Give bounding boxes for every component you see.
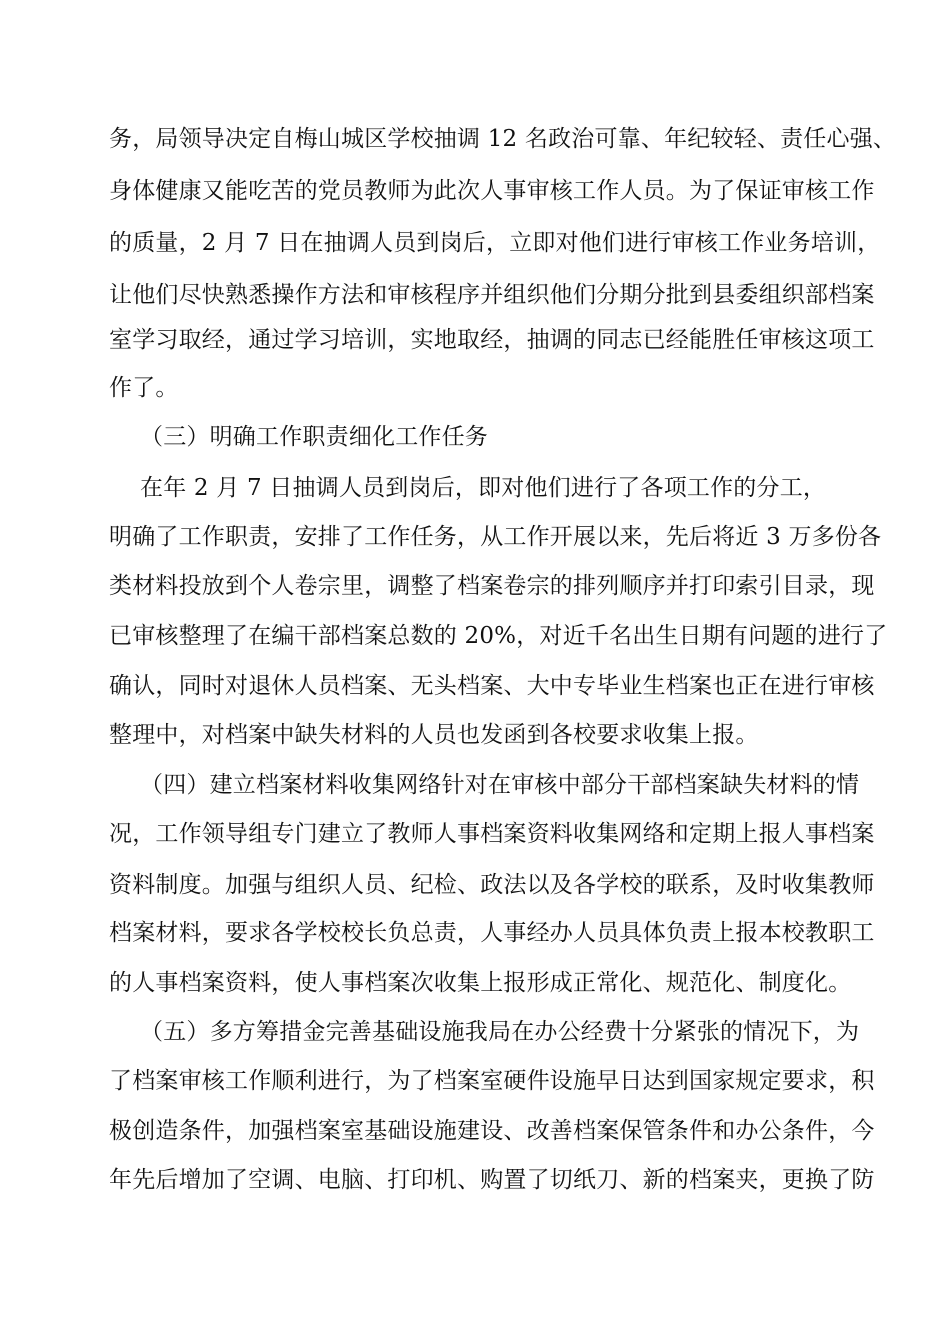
text-line: 在年 2 月 7 日抽调人员到岗后，即对他们进行了各项工作的分工， (140, 475, 827, 501)
text-line: 室学习取经，通过学习培训，实地取经，抽调的同志已经能胜任审核这项工 (109, 327, 875, 353)
text-line: 作了。 (109, 375, 179, 401)
text-line: 资料制度。加强与组织人员、纪检、政法以及各学校的联系，及时收集教师 (109, 872, 875, 898)
text-line: （五）多方筹措金完善基础设施我局在办公经费十分紧张的情况下，为 (140, 1019, 860, 1045)
text-line: 了档案审核工作顺利进行，为了档案室硬件设施早日达到国家规定要求，积 (109, 1068, 875, 1094)
text-line: 明确了工作职责，安排了工作任务，从工作开展以来，先后将近 3 万多份各 (109, 524, 882, 550)
text-line: 整理中，对档案中缺失材料的人员也发函到各校要求收集上报。 (109, 722, 759, 748)
text-line: 确认，同时对退休人员档案、无头档案、大中专毕业生档案也正在进行审核 (109, 673, 875, 699)
section-heading: （三）明确工作职责细化工作任务 (140, 424, 488, 450)
text-line: 身体健康又能吃苦的党员教师为此次人事审核工作人员。为了保证审核工作 (109, 178, 875, 204)
text-line: 年先后增加了空调、电脑、打印机、购置了切纸刀、新的档案夹，更换了防 (109, 1167, 875, 1193)
text-line: 的人事档案资料，使人事档案次收集上报形成正常化、规范化、制度化。 (109, 970, 852, 996)
text-line: 的质量，2 月 7 日在抽调人员到岗后，立即对他们进行审核工作业务培训， (109, 230, 881, 256)
text-line: 档案材料，要求各学校校长负总责，人事经办人员具体负责上报本校教职工 (109, 920, 875, 946)
text-line: 已审核整理了在编干部档案总数的 20%，对近千名出生日期有问题的进行了 (109, 623, 888, 649)
text-line: 务，局领导决定自梅山城区学校抽调 12 名政治可靠、年纪较轻、责任心强、 (109, 126, 897, 152)
text-line: 让他们尽快熟悉操作方法和审核程序并组织他们分期分批到县委组织部档案 (109, 282, 875, 308)
text-line: （四）建立档案材料收集网络针对在审核中部分干部档案缺失材料的情 (140, 772, 860, 798)
text-line: 极创造条件，加强档案室基础设施建设、改善档案保管条件和办公条件，今 (109, 1118, 875, 1144)
text-line: 类材料投放到个人卷宗里，调整了档案卷宗的排列顺序并打印索引目录，现 (109, 573, 875, 599)
text-line: 况，工作领导组专门建立了教师人事档案资料收集网络和定期上报人事档案 (109, 821, 875, 847)
